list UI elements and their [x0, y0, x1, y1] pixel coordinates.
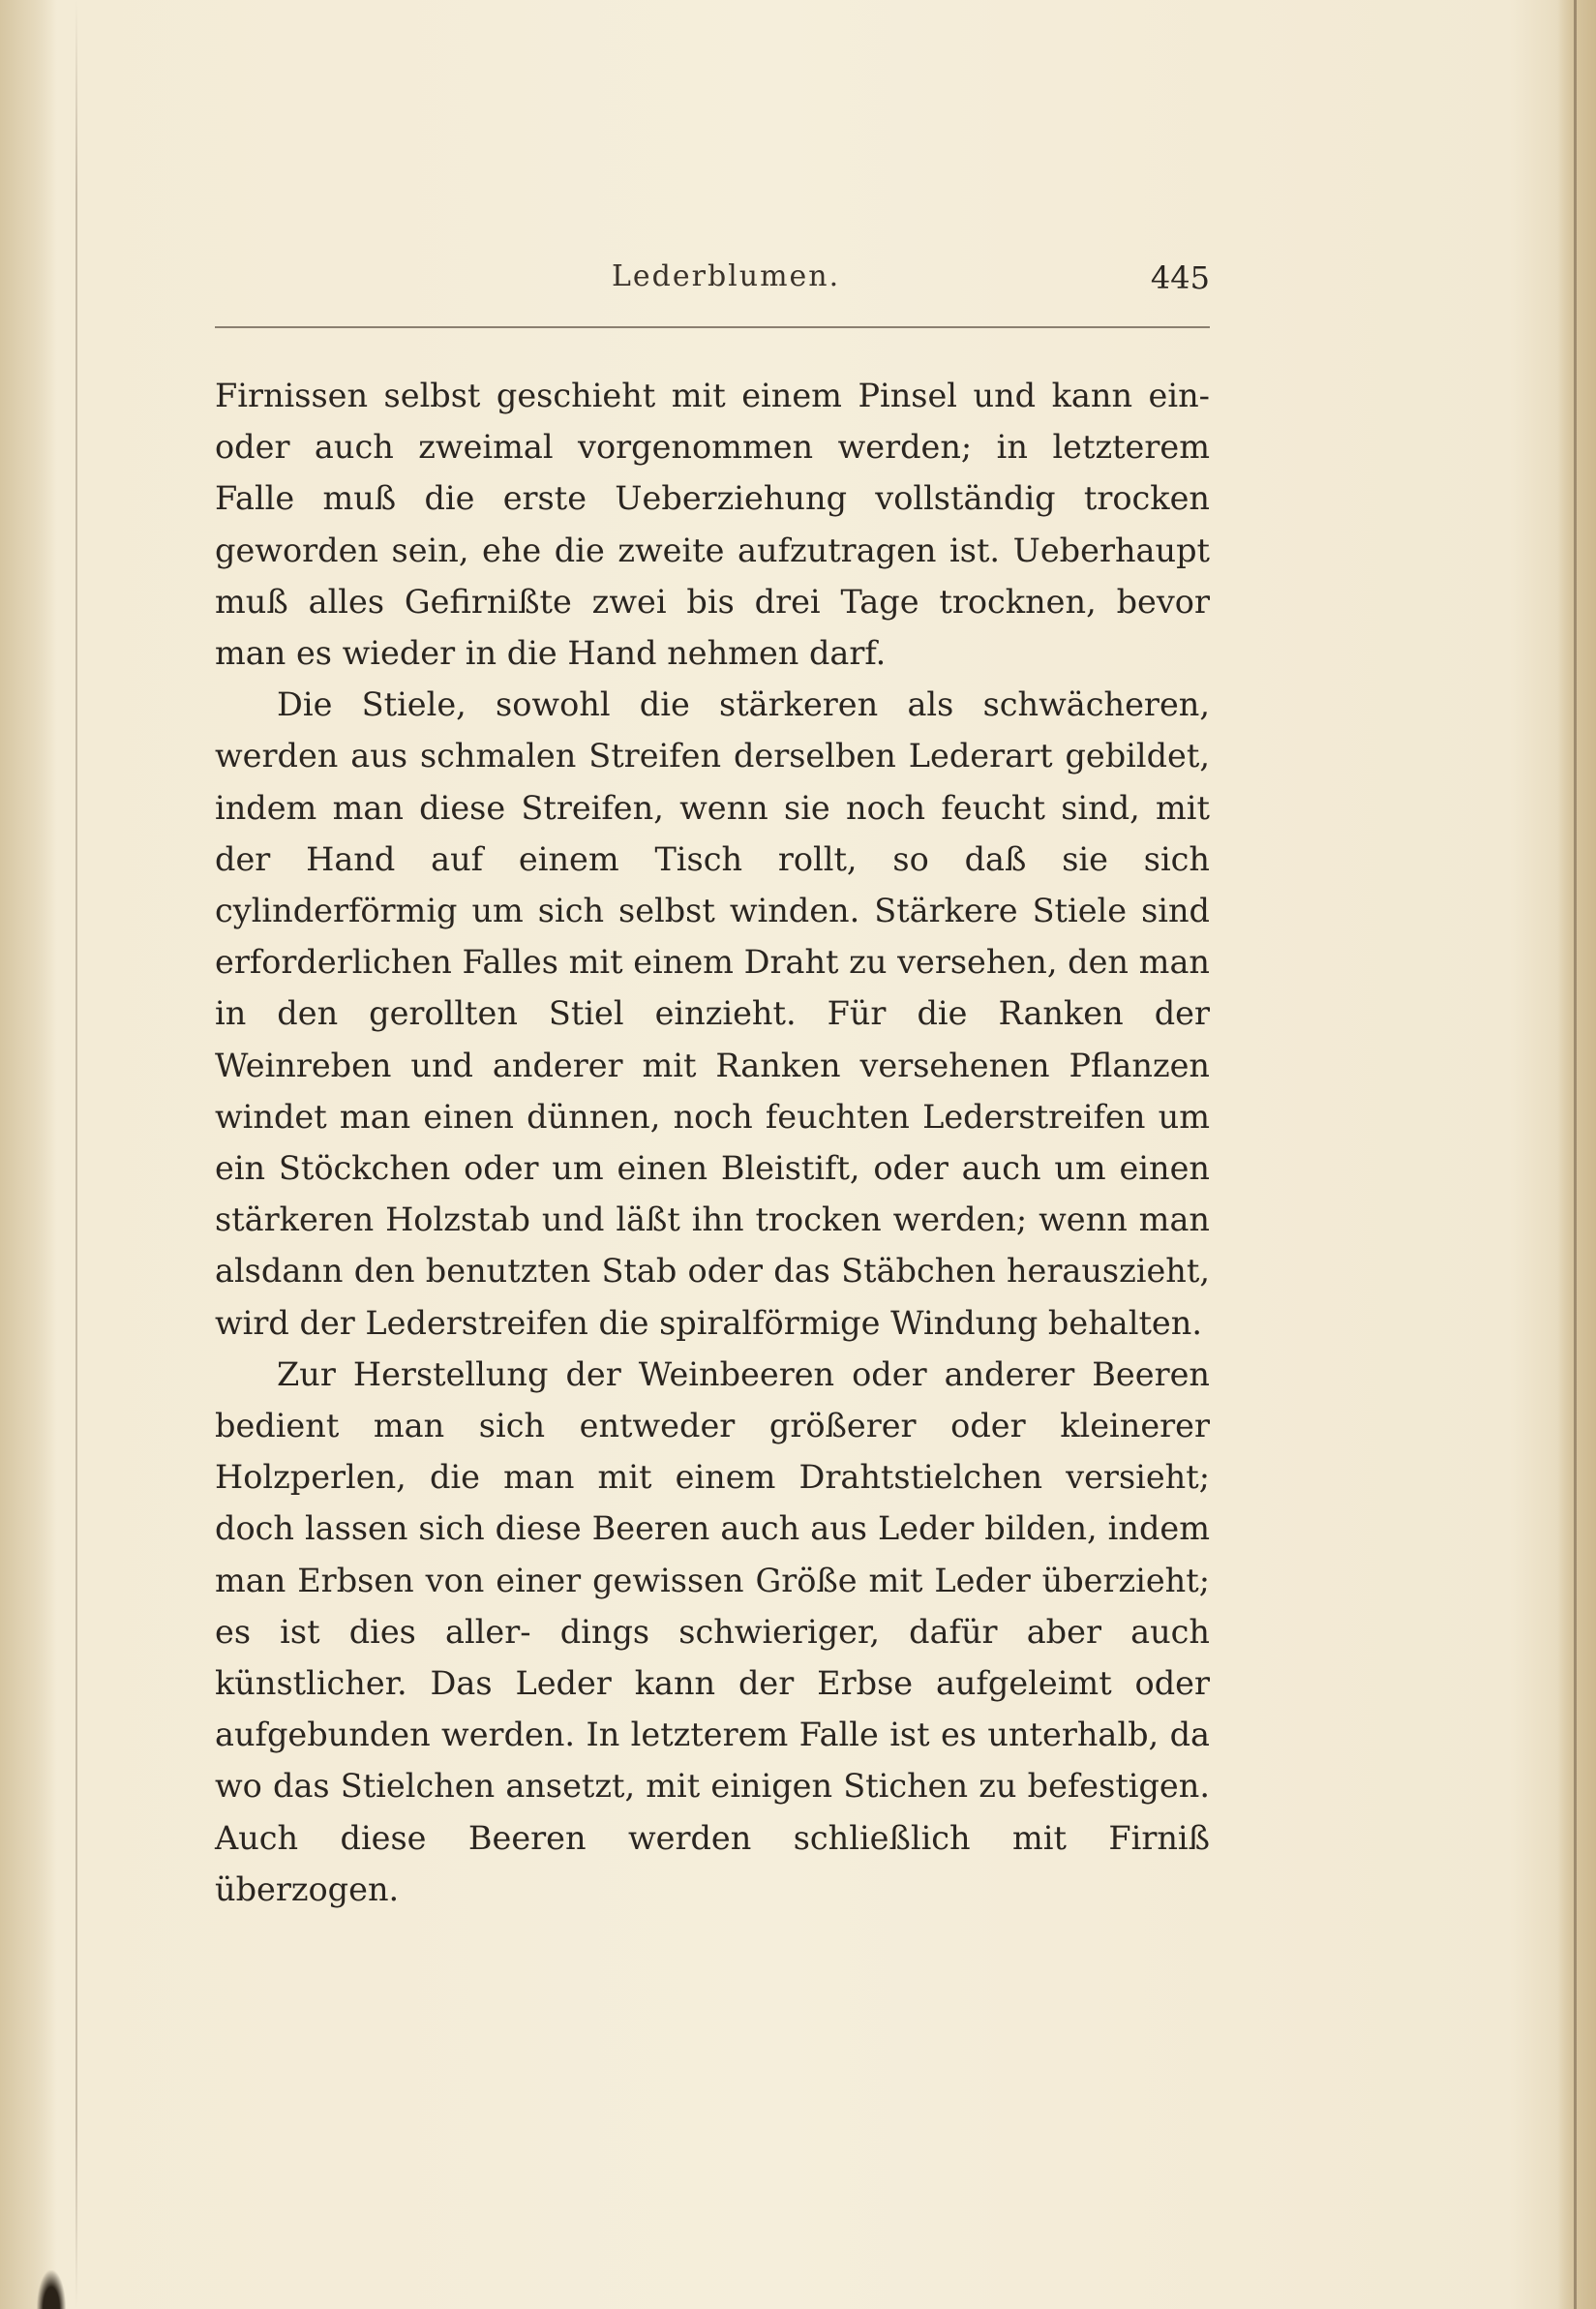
running-title: Lederblumen.	[612, 259, 841, 293]
corner-stain	[37, 2270, 66, 2309]
page-right-border	[1574, 0, 1577, 2309]
page-gutter-line	[75, 0, 77, 2309]
header-rule	[215, 326, 1210, 328]
paragraph-1: Firnissen selbst geschieht mit einem Pinsel und kann ein- oder auch zweimal vorgenommen werden; in letzterem Falle muß die erste Ueberziehung vollständig trocken geworden sein, ehe die zweite aufzutragen ist. Ueberhaupt muß alles Gefirnißte zwei bis drei Tage trocknen, bevor man es wieder in die Hand nehmen darf.	[215, 377, 1210, 673]
page-number: 445	[1150, 259, 1210, 296]
paragraph-2: Die Stiele, sowohl die stärkeren als schwächeren, werden aus schmalen Streifen derselben Lederart gebildet, indem man diese Streifen, wenn sie noch feucht sind, mit der Hand auf einem Tisch rollt, so daß sie sich cylinderförmig um sich selbst winden. Stärkere Stiele sind erforderlichen Falles mit einem Draht zu versehen, den man in den gerollten Stiel einzieht. Für die Ranken der Weinreben und anderer mit Ranken versehenen Pflanzen windet man einen dünnen, noch feuchten Lederstreifen um ein Stöckchen oder um einen Bleistift, oder auch um einen stärkeren Holzstab und läßt ihn trocken werden; wenn man alsdann den benutzten Stab oder das Stäbchen herauszieht, wird der Lederstreifen die spiralförmige Windung behalten.	[215, 685, 1210, 1342]
page-right-edge	[1557, 0, 1596, 2309]
page-left-shadow	[0, 0, 56, 2309]
running-head	[215, 259, 1210, 308]
body-text	[215, 370, 1210, 1915]
paragraph-3: Zur Herstellung der Weinbeeren oder anderer Beeren bedient man sich entweder größerer oder kleinerer Holzperlen, die man mit einem Drahtstielchen versieht; doch lassen sich diese Beeren auch aus Leder bilden, indem man Erbsen von einer gewissen Größe mit Leder überzieht; es ist dies aller- dings schwieriger, dafür aber auch künstlicher. Das Leder kann der Erbse aufgeleimt oder aufgebunden werden. In letzterem Falle ist es unterhalb, da wo das Stielchen ansetzt, mit einigen Stichen zu befestigen. Auch diese Beeren werden schließlich mit Firniß überzogen.	[215, 1354, 1210, 1908]
